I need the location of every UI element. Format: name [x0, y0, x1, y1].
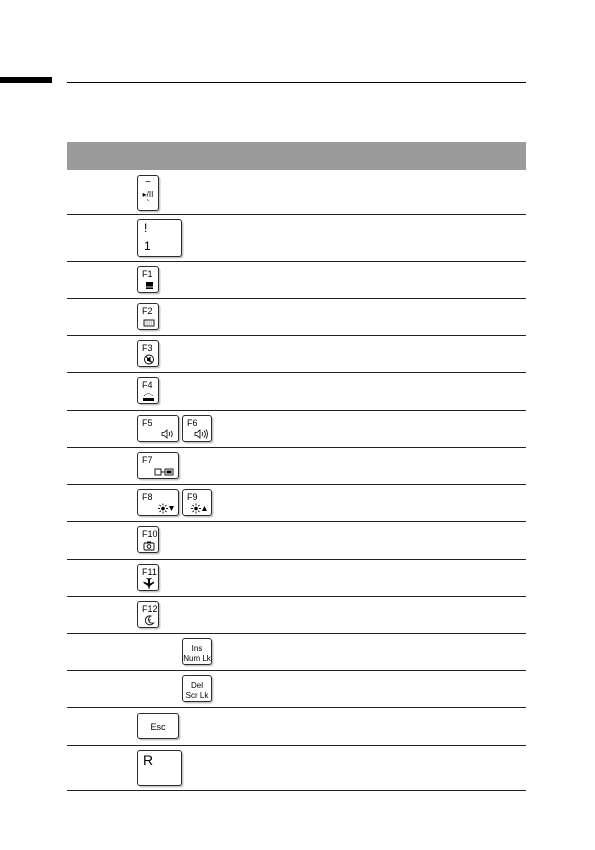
hotkey-table [67, 142, 526, 791]
table-header [67, 142, 526, 170]
keyboard-light-icon [141, 390, 155, 402]
key-bottom-label: Scr Lk [185, 691, 209, 700]
table-row [67, 411, 526, 448]
key-top-label: Ins [191, 644, 203, 653]
f5-key[interactable] [137, 415, 179, 442]
f9-key[interactable] [182, 489, 212, 516]
one-key[interactable] [137, 219, 182, 257]
table-row [67, 485, 526, 522]
table-row [67, 215, 526, 262]
table-row [67, 299, 526, 336]
key-label: Esc [150, 722, 166, 732]
f3-key[interactable] [137, 340, 159, 367]
f10-key[interactable] [137, 526, 159, 553]
key-label: F4 [142, 380, 153, 390]
volume-up-icon [192, 428, 208, 440]
ins-numlock-key[interactable] [182, 638, 212, 665]
table-row [67, 634, 526, 671]
key-label: R [143, 752, 154, 768]
display-switch-icon [153, 465, 175, 477]
r-key[interactable] [137, 750, 182, 786]
brightness-up-icon [190, 502, 208, 514]
table-row [67, 373, 526, 411]
key-bottom-label: ` [146, 199, 150, 210]
key-label: F7 [142, 455, 153, 465]
key-label: F3 [142, 343, 153, 353]
f7-key[interactable] [137, 452, 179, 479]
key-label: F8 [142, 492, 153, 502]
key-label: F1 [142, 269, 153, 279]
table-row [67, 671, 526, 708]
f11-key[interactable] [137, 564, 159, 591]
play-pause-icon: ▸/II [142, 190, 154, 199]
table-row [67, 170, 526, 215]
key-top-label: ~ [145, 177, 151, 188]
key-label: F12 [142, 604, 158, 614]
table-row [67, 448, 526, 485]
table-row [67, 522, 526, 560]
del-scrolllock-key[interactable] [182, 675, 212, 702]
keyboard-backlight-icon [141, 316, 155, 328]
f6-key[interactable] [182, 415, 212, 442]
airplane-icon [141, 577, 155, 589]
mute-icon [141, 353, 155, 365]
table-row [67, 336, 526, 373]
key-label: F6 [187, 418, 198, 428]
key-label: F11 [142, 567, 157, 577]
touchpad-icon [141, 279, 155, 291]
key-label: F9 [187, 492, 198, 502]
esc-key[interactable] [137, 713, 179, 739]
table-row [67, 708, 526, 746]
key-bottom-label: Num Lk [183, 654, 211, 663]
key-top-label: Del [190, 681, 203, 690]
key-top-label: ! [144, 221, 148, 235]
chapter-tab-marker [0, 77, 52, 83]
f8-key[interactable] [137, 489, 179, 516]
key-label: F2 [142, 306, 153, 316]
table-row [67, 597, 526, 634]
f4-key[interactable] [137, 377, 159, 404]
table-row [67, 560, 526, 597]
sleep-icon [141, 614, 155, 626]
tilde-key[interactable] [137, 175, 159, 211]
f1-key[interactable] [137, 266, 159, 293]
key-label: F10 [142, 529, 158, 539]
f12-key[interactable] [137, 601, 159, 628]
key-label: F5 [142, 418, 153, 428]
volume-down-icon [159, 428, 175, 440]
table-row [67, 262, 526, 299]
table-row [67, 746, 526, 791]
camera-icon [141, 539, 155, 551]
f2-key[interactable] [137, 303, 159, 330]
svg-text:z: z [149, 617, 151, 622]
top-rule [67, 82, 526, 83]
key-bottom-label: 1 [144, 239, 151, 253]
brightness-down-icon [157, 502, 175, 514]
